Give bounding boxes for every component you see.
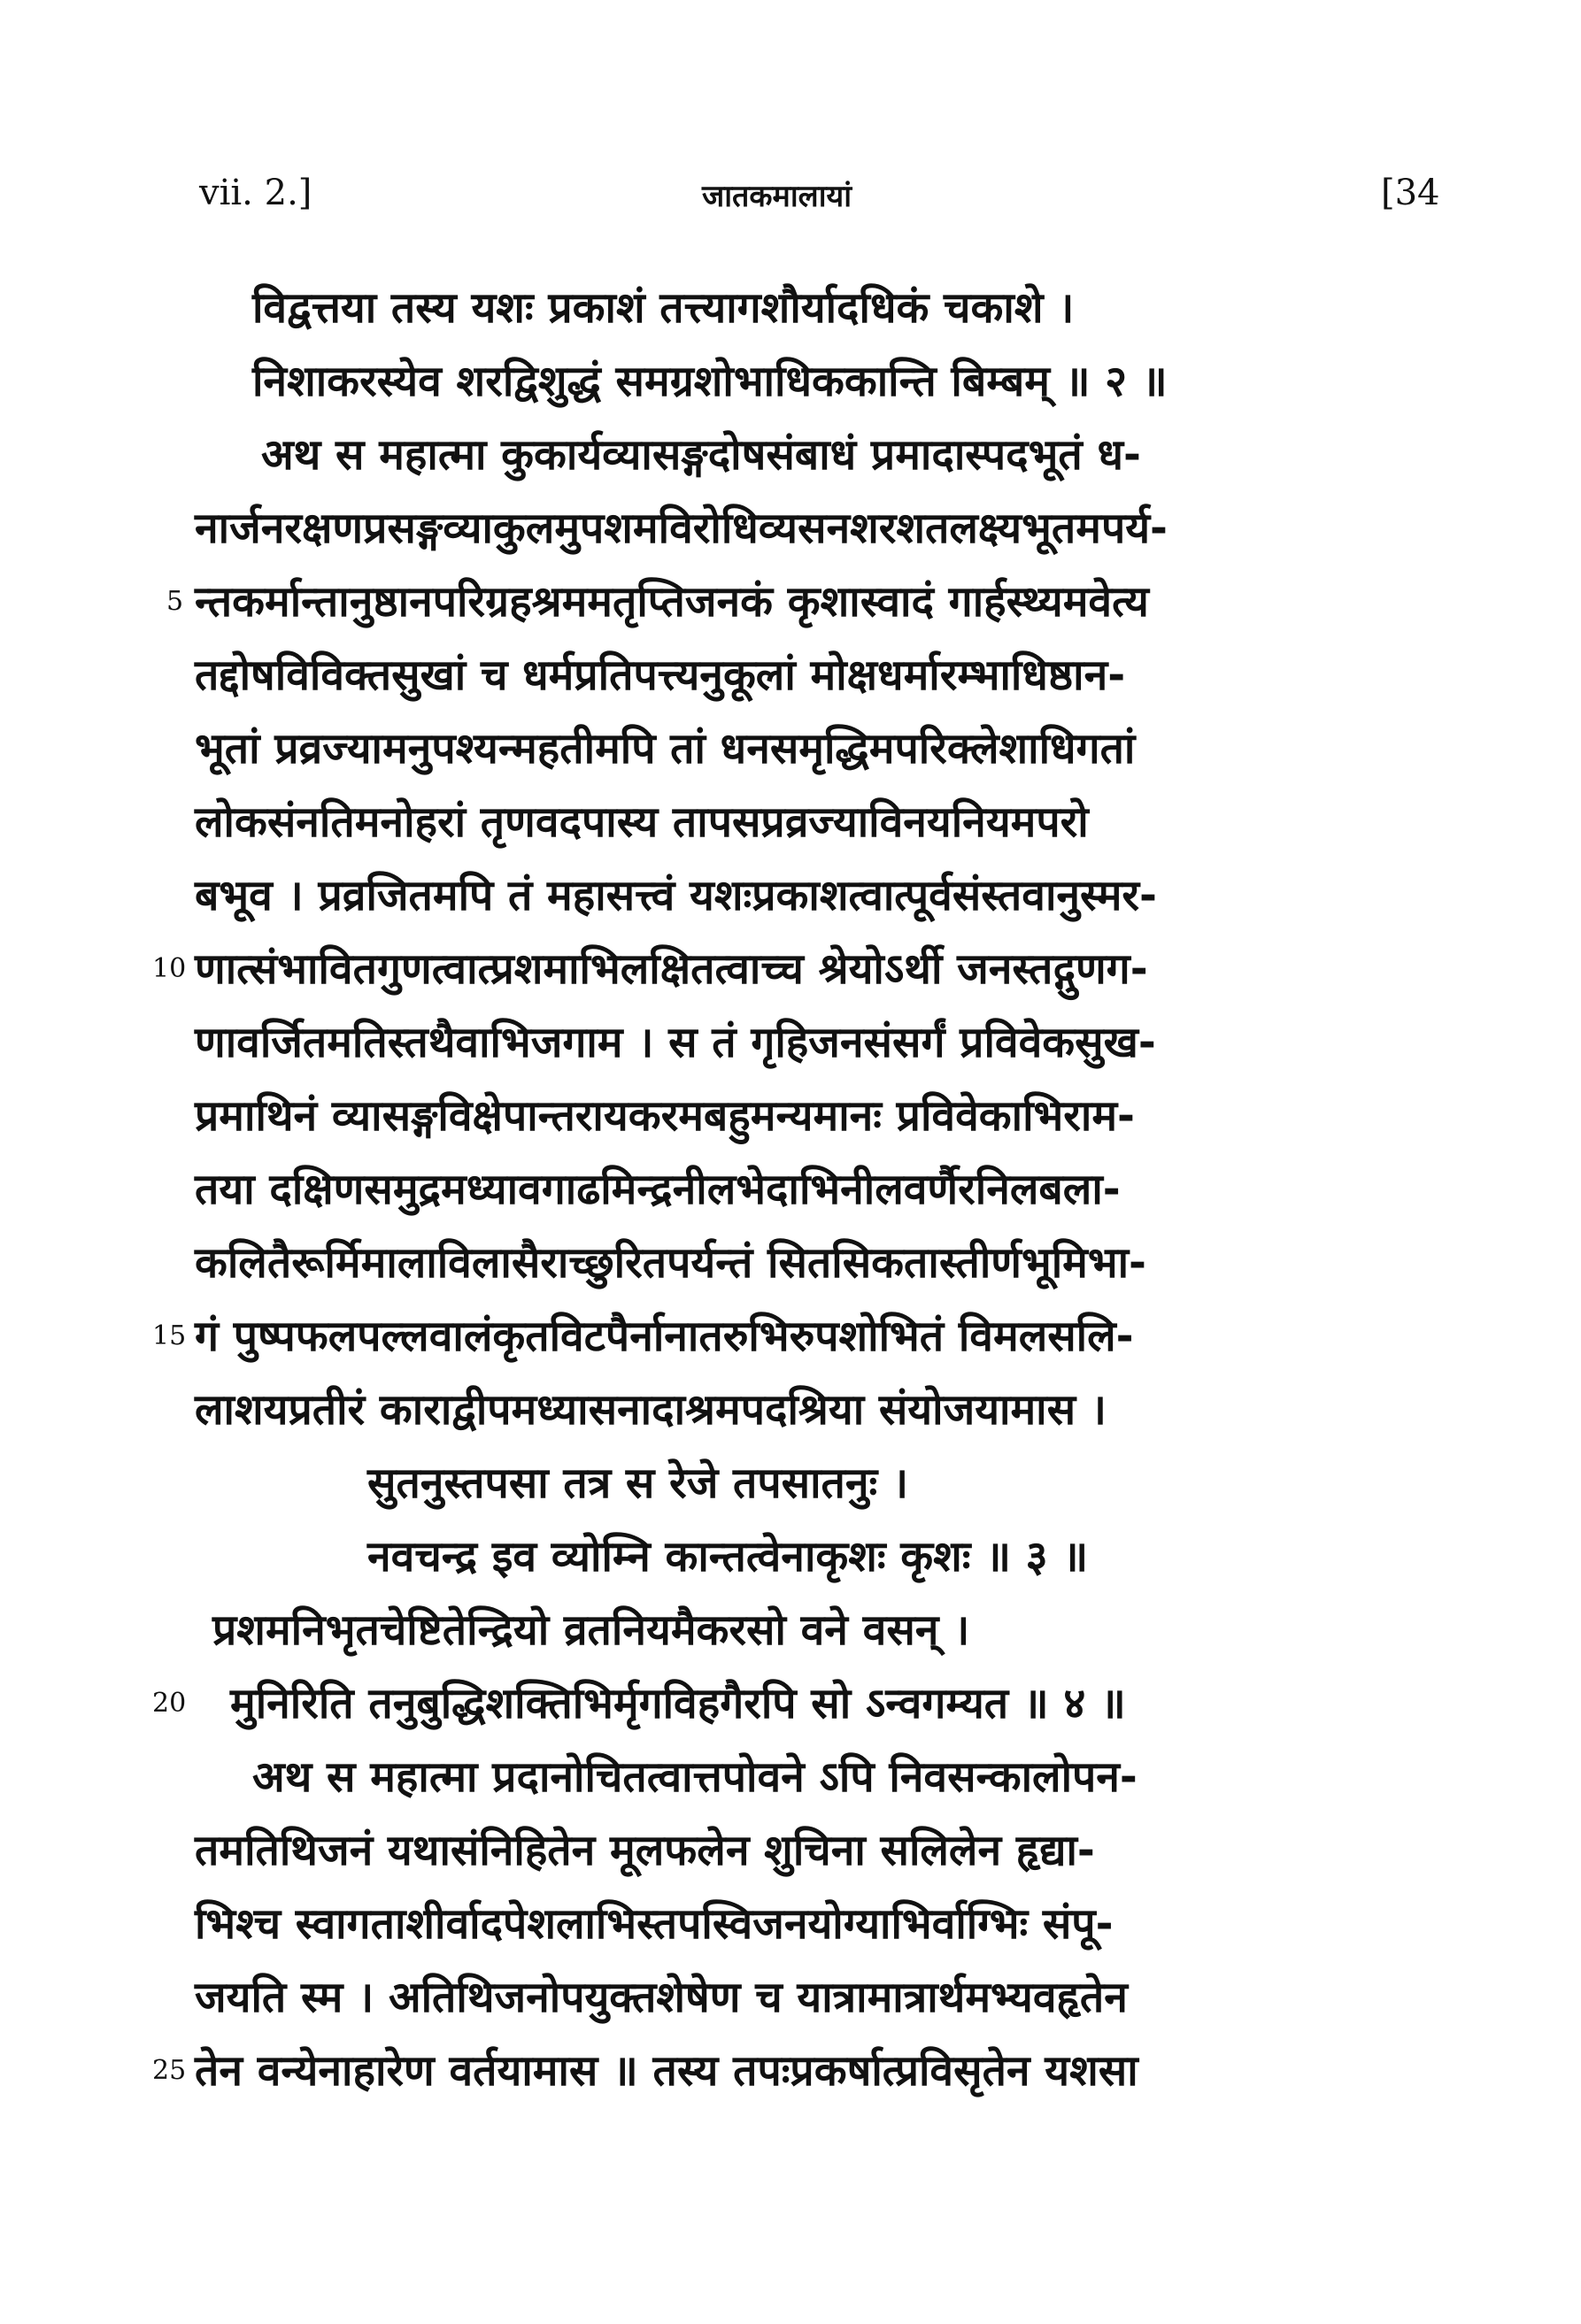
text-line: कलितैरूर्मिमालाविलासैराच्छुरितपर्यन्तं सितसिकतास्तीर्णभूमिभा- xyxy=(195,1238,1146,1288)
text-line: लाशयप्रतीरं काराद्वीपमध्यासनादाश्रमपदश्रिया संयोजयामास । xyxy=(195,1385,1107,1435)
text-line: भूतां प्रव्रज्यामनुपश्यन्महतीमपि तां धनसमृद्धिमपरिक्लेशाधिगतां xyxy=(195,724,1136,773)
text-line: तेन वन्येनाहारेण वर्तयामास ॥ तस्य तपःप्रकर्षात्प्रविसृतेन यशसा xyxy=(195,2046,1138,2096)
line-number: 15 xyxy=(152,1320,187,1351)
verse-line: नवचन्द्र इव व्योम्नि कान्तत्वेनाकृशः कृशः ॥ ३ ॥ xyxy=(367,1532,1089,1581)
text-line: भिश्च स्वागताशीर्वादपेशलाभिस्तपस्विजनयोग्याभिर्वाग्भिः संपू- xyxy=(195,1899,1114,1949)
verse-line: सुतनुस्तपसा तत्र स रेजे तपसातनुः । xyxy=(367,1458,909,1508)
line-number: 5 xyxy=(166,586,184,617)
page-header xyxy=(0,173,1581,226)
text-line: गं पुष्पफलपल्लवालंकृतविटपैर्नानातरुभिरुपशोभितं विमलसलि- xyxy=(195,1312,1134,1361)
text-line: अथ स महात्मा प्रदानोचितत्वात्तपोवने ऽपि निवसन्कालोपन- xyxy=(252,1752,1138,1802)
text-line: बभूव । प्रव्रजितमपि तं महासत्त्वं यशःप्रकाशत्वात्पूर्वसंस्तवानुस्मर- xyxy=(195,871,1157,920)
line-number: 25 xyxy=(152,2055,187,2086)
text-line: जयति स्म । अतिथिजनोपयुक्तशेषेण च यात्रामात्रार्थमभ्यवहृतेन xyxy=(195,1973,1128,2022)
text-line: लोकसंनतिमनोहरां तृणवदपास्य तापसप्रव्रज्याविनयनियमपरो xyxy=(195,797,1089,847)
text-line: विद्वत्तया तस्य यशः प्रकाशं तत्त्यागशौर्यादधिकं चकाशे । xyxy=(252,283,1075,333)
text-line: प्रमाथिनं व्यासङ्गविक्षेपान्तरायकरमबहुमन्यमानः प्रविवेकाभिराम- xyxy=(195,1091,1135,1141)
text-line: णात्संभावितगुणत्वात्प्रशमाभिलक्षितत्वाच्च श्रेयोऽर्थी जनस्तद्गुणग- xyxy=(195,944,1148,994)
running-title: जातकमालायां xyxy=(702,179,852,214)
text-line: न्तकर्मान्तानुष्ठानपरिग्रहश्रममतृप्तिजनकं कृशास्वादं गार्हस्थ्यमवेत्य xyxy=(195,577,1149,627)
line-number: 10 xyxy=(152,953,187,984)
chapter-reference: vii. 2.] xyxy=(199,173,312,213)
verse-line: प्रशमनिभृतचेष्टितेन्द्रियो व्रतनियमैकरसो वने वसन् । xyxy=(212,1605,970,1655)
text-line: तद्दोषविविक्तसुखां च धर्मप्रतिपत्त्यनुकूलां मोक्षधर्मारम्भाधिष्ठान- xyxy=(195,650,1126,700)
text-line: तया दक्षिणसमुद्रमध्यावगाढमिन्द्रनीलभेदाभिनीलवर्णैरनिलबला- xyxy=(195,1165,1121,1214)
line-number: 20 xyxy=(152,1688,187,1719)
text-line: तमतिथिजनं यथासंनिहितेन मूलफलेन शुचिना सलिलेन हृद्या- xyxy=(195,1826,1095,1875)
text-line: नार्जनरक्षणप्रसङ्गव्याकुलमुपशमविरोधिव्यसनशरशतलक्ष्यभूतमपर्य- xyxy=(195,504,1168,553)
page-number: [34 xyxy=(1381,173,1440,213)
text-line: अथ स महात्मा कुकार्यव्यासङ्गदोषसंबाधं प्रमादास्पदभूतं ध- xyxy=(261,430,1141,480)
text-line: निशाकरस्येव शरद्विशुद्धं समग्रशोभाधिककान्ति बिम्बम् ॥ २ ॥ xyxy=(252,357,1168,406)
text-line: णावर्जितमतिस्तथैवाभिजगाम । स तं गृहिजनसंसर्गं प्रविवेकसुख- xyxy=(195,1018,1156,1067)
verse-line: मुनिरिति तनुबुद्धिशक्तिभिर्मृगविहगैरपि सो ऽन्वगम्यत ॥ ४ ॥ xyxy=(230,1679,1126,1728)
